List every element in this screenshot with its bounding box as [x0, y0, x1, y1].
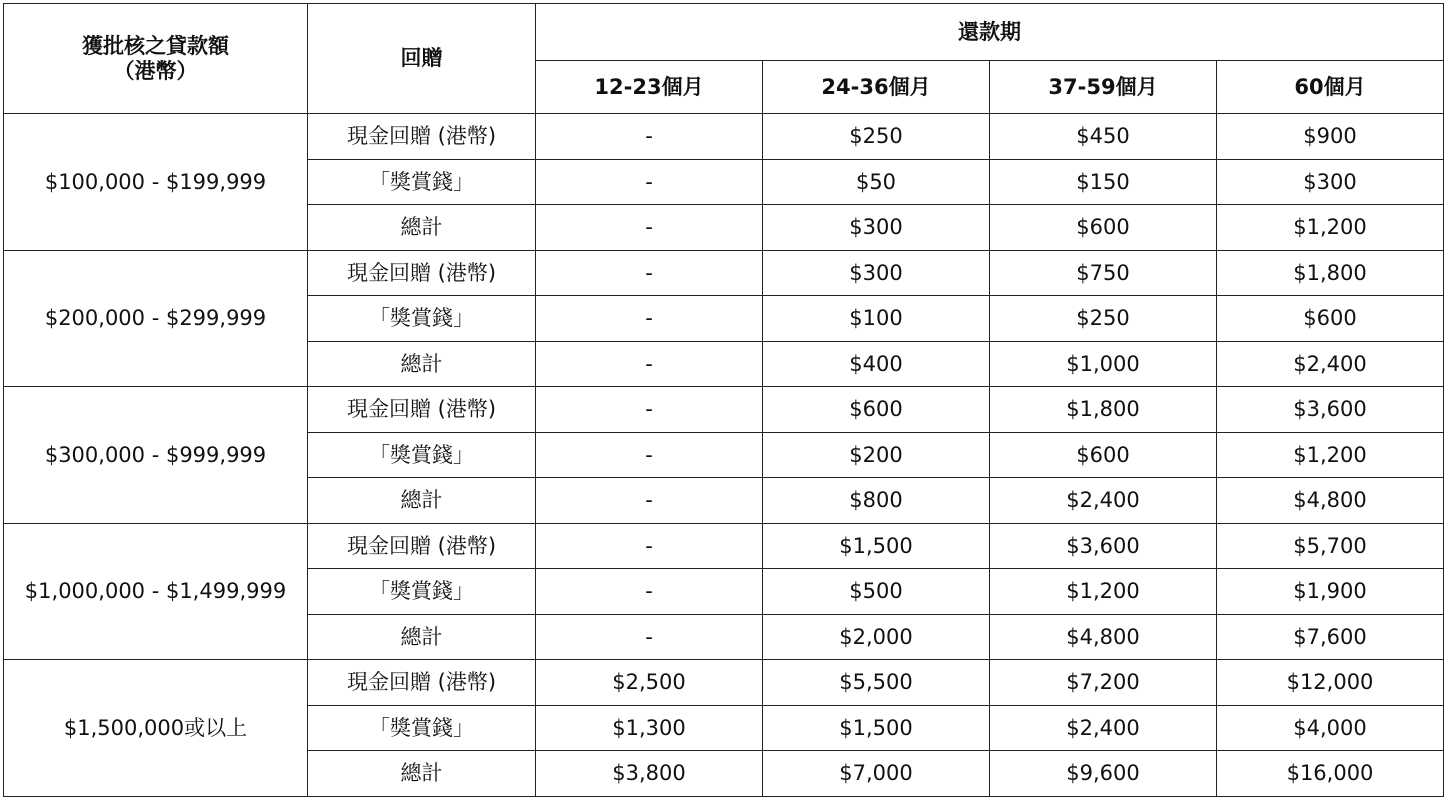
value-cell: $1,900 — [1217, 569, 1444, 615]
loan-amount-header — [4, 4, 308, 114]
value-cell: $1,800 — [1217, 250, 1444, 296]
rebate-type-label: 現金回贈 (港幣) — [308, 114, 536, 160]
value-cell: $300 — [1217, 159, 1444, 205]
table-row — [4, 114, 1444, 160]
loan-amount-cell: $1,500,000或以上 — [4, 660, 308, 797]
value-cell: $100 — [763, 296, 990, 342]
value-cell: $750 — [990, 250, 1217, 296]
value-cell: $1,500 — [763, 705, 990, 751]
value-cell: $3,600 — [990, 523, 1217, 569]
total-cell: $4,800 — [990, 614, 1217, 660]
loan-amount-header-line1: 獲批核之貸款額 — [82, 34, 229, 59]
rebate-type-label: 現金回贈 (港幣) — [308, 250, 536, 296]
loan-amount-cell: $200,000 - $299,999 — [4, 250, 308, 387]
tenor-column-header: 24-36個月 — [763, 61, 990, 114]
total-cell: $16,000 — [1217, 751, 1444, 797]
loan-amount-cell: $1,000,000 - $1,499,999 — [4, 523, 308, 660]
tenor-column-header: 37-59個月 — [990, 61, 1217, 114]
value-cell: $200 — [763, 432, 990, 478]
value-cell: $2,400 — [990, 705, 1217, 751]
value-cell: $600 — [990, 432, 1217, 478]
value-cell: $600 — [763, 387, 990, 433]
loan-amount-header-line2: （港幣） — [113, 58, 198, 83]
value-cell: - — [536, 432, 763, 478]
value-cell: $1,800 — [990, 387, 1217, 433]
total-cell: $3,800 — [536, 751, 763, 797]
total-cell: $9,600 — [990, 751, 1217, 797]
value-cell: $300 — [763, 250, 990, 296]
value-cell: - — [536, 250, 763, 296]
value-cell: $1,300 — [536, 705, 763, 751]
value-cell: $3,600 — [1217, 387, 1444, 433]
value-cell: $450 — [990, 114, 1217, 160]
rebate-type-label: 現金回贈 (港幣) — [308, 523, 536, 569]
table-row — [4, 387, 1444, 433]
value-cell: - — [536, 114, 763, 160]
total-cell: $2,000 — [763, 614, 990, 660]
total-cell: $600 — [990, 205, 1217, 251]
total-cell: $7,600 — [1217, 614, 1444, 660]
total-cell: $300 — [763, 205, 990, 251]
total-label: 總計 — [308, 478, 536, 524]
total-cell: $2,400 — [990, 478, 1217, 524]
value-cell: $250 — [763, 114, 990, 160]
value-cell: $1,500 — [763, 523, 990, 569]
rebate-type-label: 「獎賞錢」 — [308, 569, 536, 615]
value-cell: $5,700 — [1217, 523, 1444, 569]
header-row-1 — [4, 4, 1444, 61]
value-cell: $1,200 — [990, 569, 1217, 615]
rebate-type-label: 現金回贈 (港幣) — [308, 660, 536, 706]
total-label: 總計 — [308, 205, 536, 251]
value-cell: $7,200 — [990, 660, 1217, 706]
rebate-type-label: 「獎賞錢」 — [308, 159, 536, 205]
value-cell: $4,000 — [1217, 705, 1444, 751]
total-label: 總計 — [308, 614, 536, 660]
total-cell: - — [536, 614, 763, 660]
total-cell: $800 — [763, 478, 990, 524]
table-row — [4, 523, 1444, 569]
value-cell: $250 — [990, 296, 1217, 342]
value-cell: - — [536, 296, 763, 342]
rebate-header: 回贈 — [308, 4, 536, 114]
value-cell: $5,500 — [763, 660, 990, 706]
value-cell: $600 — [1217, 296, 1444, 342]
loan-amount-cell: $100,000 - $199,999 — [4, 114, 308, 251]
value-cell: - — [536, 159, 763, 205]
total-cell: $1,000 — [990, 341, 1217, 387]
total-label: 總計 — [308, 751, 536, 797]
value-cell: $2,500 — [536, 660, 763, 706]
total-cell: $7,000 — [763, 751, 990, 797]
value-cell: $1,200 — [1217, 432, 1444, 478]
table-row — [4, 660, 1444, 706]
value-cell: - — [536, 523, 763, 569]
total-cell: $4,800 — [1217, 478, 1444, 524]
value-cell: - — [536, 569, 763, 615]
total-cell: - — [536, 205, 763, 251]
total-cell: - — [536, 478, 763, 524]
total-label: 總計 — [308, 341, 536, 387]
value-cell: - — [536, 387, 763, 433]
total-cell: $2,400 — [1217, 341, 1444, 387]
total-cell: $400 — [763, 341, 990, 387]
rebate-table — [3, 3, 1444, 797]
total-cell: $1,200 — [1217, 205, 1444, 251]
rebate-type-label: 「獎賞錢」 — [308, 432, 536, 478]
value-cell: $500 — [763, 569, 990, 615]
loan-amount-cell: $300,000 - $999,999 — [4, 387, 308, 524]
value-cell: $900 — [1217, 114, 1444, 160]
rebate-type-label: 現金回贈 (港幣) — [308, 387, 536, 433]
value-cell: $12,000 — [1217, 660, 1444, 706]
rebate-type-label: 「獎賞錢」 — [308, 705, 536, 751]
tenor-column-header: 60個月 — [1217, 61, 1444, 114]
rebate-type-label: 「獎賞錢」 — [308, 296, 536, 342]
value-cell: $150 — [990, 159, 1217, 205]
tenor-column-header: 12-23個月 — [536, 61, 763, 114]
tenor-header: 還款期 — [536, 4, 1444, 61]
total-cell: - — [536, 341, 763, 387]
table-row — [4, 250, 1444, 296]
value-cell: $50 — [763, 159, 990, 205]
